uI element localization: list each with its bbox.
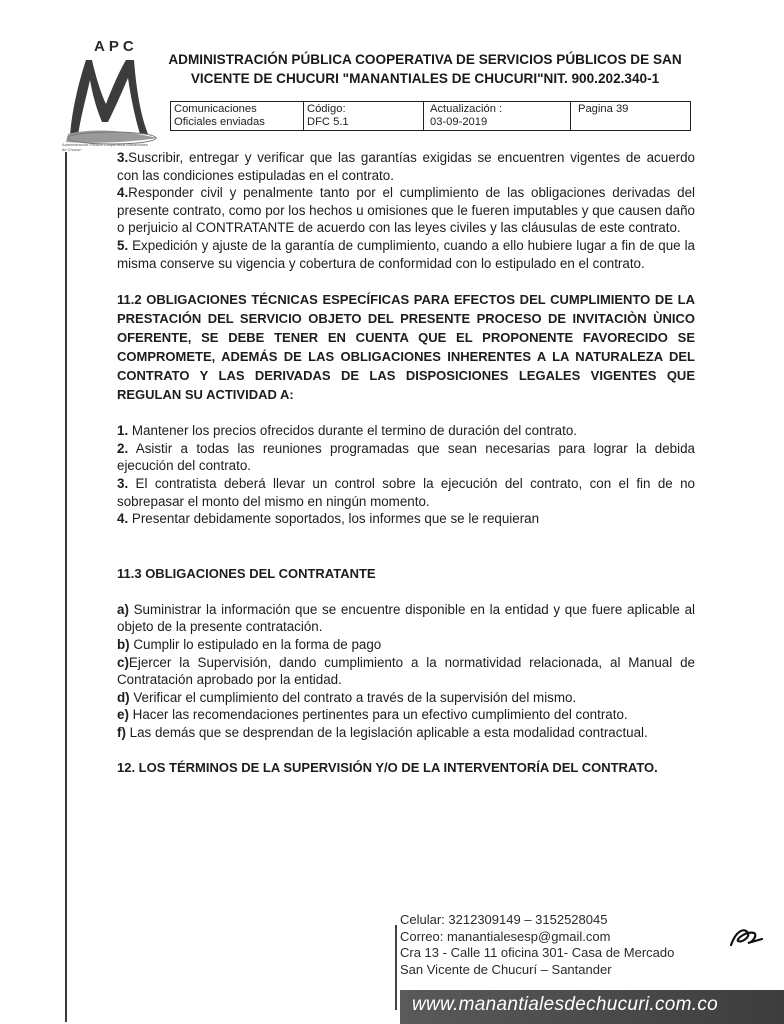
section-12-heading: 12. LOS TÉRMINOS DE LA SUPERVISIÓN Y/O DE LA INTERVENTORÍA DEL CONTRATO. xyxy=(117,760,658,776)
technical-item-1 xyxy=(117,422,695,440)
item-number: 5. xyxy=(117,237,129,253)
logo-letters: APC xyxy=(94,38,138,55)
footer-email: Correo: manantialesesp@gmail.com xyxy=(400,928,611,944)
item-label: b) xyxy=(117,636,130,652)
meta-update-label: Actualización : xyxy=(430,103,503,115)
item-number: 4. xyxy=(117,185,129,201)
contractor-item-b xyxy=(117,636,695,654)
meta-code-cell xyxy=(304,102,424,131)
section-11-3-heading: 11.3 OBLIGACIONES DEL CONTRATANTE xyxy=(117,565,376,581)
item-label: a) xyxy=(117,601,129,617)
item-text: Cumplir lo estipulado en la forma de pago xyxy=(129,636,382,652)
item-text: Mantener los precios ofrecidos durante el termino de duración del contrato. xyxy=(128,423,578,439)
company-logo xyxy=(62,38,162,150)
item-label: c) xyxy=(117,654,129,670)
paragraph-4 xyxy=(117,184,695,237)
footer-address: Cra 13 - Calle 11 oficina 301- Casa de Mercado xyxy=(400,945,675,960)
meta-update-value: 03-09-2019 xyxy=(430,116,488,128)
item-text: Las demás que se desprendan de la legislación aplicable a esta modalidad contractual. xyxy=(125,724,648,740)
section-11-2-heading: 11.2 OBLIGACIONES TÉCNICAS ESPECÍFICAS PARA EFECTOS DEL CUMPLIMIENTO DE LA PRESTACIÓN DEL SERVICIO OBJETO DEL PRESENTE PROCESO DE INVITACIÒN ÙNICO OFERENTE, SE DEBE TENER EN CUENTA QUE EL PROPONENTE FAVORECIDO SE COMPROMETE, ADEMÁS DE LAS OBLIGACIONES INHERENTES A LA NATURALEZA DEL CONTRATO Y LAS DERIVADAS DE LAS DISPOSICIONES LEGALES VIGENTES QUE REGULAN SU ACTIVIDAD A: xyxy=(117,292,695,403)
item-label: e) xyxy=(117,707,129,723)
item-text: Presentar debidamente soportados, los informes que se le requieran xyxy=(128,511,540,527)
contractor-item-c xyxy=(117,654,695,689)
meta-page-number: Pagina 39 xyxy=(578,103,629,115)
org-title-line-2: VICENTE DE CHUCURI "MANANTIALES DE CHUCURI"NIT. 900.202.340-1 xyxy=(190,71,660,86)
contractor-item-a xyxy=(117,601,695,636)
meta-code-label: Código: xyxy=(307,103,346,115)
paragraph-3 xyxy=(117,149,695,184)
footer-contact xyxy=(400,912,674,978)
footer-divider xyxy=(395,925,397,1010)
item-text: Responder civil y penalmente tanto por el cumplimiento de las obligaciones derivadas del presente contrato, como por los hechos u omisiones que le fueren imputables y que causen daño o perjuicio al CONTRATANTE de acuerdo con las leyes civiles y las cláusulas de este contrato. xyxy=(117,185,695,236)
item-number: 3. xyxy=(117,475,129,491)
meta-page-cell xyxy=(571,102,691,131)
left-margin-line xyxy=(65,152,67,1022)
contractor-item-e xyxy=(117,706,695,724)
item-text: Hacer las recomendaciones pertinentes para un efectivo cumplimiento del contrato. xyxy=(128,707,628,723)
item-label: f) xyxy=(117,724,126,740)
footer-phone: Celular: 3212309149 – 3152528045 xyxy=(400,912,608,927)
item-text: Suministrar la información que se encuentre disponible en la entidad y que fuere aplicable al objeto de la presente contratación. xyxy=(117,601,695,635)
meta-communications-value: Oficiales enviadas xyxy=(174,116,265,128)
item-number: 2. xyxy=(117,440,129,456)
item-text: Verificar el cumplimiento del contrato a través de la supervisión del mismo. xyxy=(129,689,577,705)
footer-website-link[interactable]: www.manantialesdechucuri.com.co xyxy=(412,994,719,1015)
footer-city: San Vicente de Chucurí – Santander xyxy=(400,961,612,977)
document-body xyxy=(117,149,695,777)
document-meta-table xyxy=(170,101,691,131)
org-title-line-1: ADMINISTRACIÓN PÚBLICA COOPERATIVA DE SERVICIOS PÚBLICOS DE SAN xyxy=(168,52,682,67)
item-text: Asistir a todas las reuniones programadas que sean necesarias para lograr la debida ejecución del contrato. xyxy=(117,440,695,474)
contractor-item-d xyxy=(117,689,695,707)
item-number: 3. xyxy=(117,150,129,165)
item-text: Ejercer la Supervisión, dando cumplimiento a la normatividad relacionada, al Manual de Contratación aprobado por la entidad. xyxy=(117,654,695,688)
item-text: Suscribir, entregar y verificar que las garantías exigidas se encuentren vigentes de acuerdo con las condiciones estipuladas en el contrato. xyxy=(117,150,695,183)
meta-communications-cell xyxy=(171,102,304,131)
item-text: Expedición y ajuste de la garantía de cumplimiento, cuando a ello hubiere lugar a fin de que la misma conserve su vigencia y cobertura de conformidad con lo estipulado en el contrato. xyxy=(117,237,695,271)
item-number: 1. xyxy=(117,423,129,439)
meta-communications-label: Comunicaciones xyxy=(174,103,257,115)
meta-update-cell xyxy=(424,102,571,131)
logo-caption: Administración Pública Cooperativa Manantiales de Chucurí xyxy=(62,142,148,152)
item-number: 4. xyxy=(117,511,129,527)
signature-icon xyxy=(728,925,764,949)
contractor-item-f xyxy=(117,724,695,742)
item-label: d) xyxy=(117,689,130,705)
technical-item-4 xyxy=(117,510,695,528)
paragraph-5 xyxy=(117,237,695,272)
technical-item-2 xyxy=(117,440,695,475)
item-text: El contratista deberá llevar un control sobre la ejecución del contrato, con el fin de no sobrepasar el monto del mismo en ningún momento. xyxy=(117,475,695,509)
technical-item-3 xyxy=(117,475,695,510)
organization-title xyxy=(160,50,690,88)
meta-code-value: DFC 5.1 xyxy=(307,116,349,128)
